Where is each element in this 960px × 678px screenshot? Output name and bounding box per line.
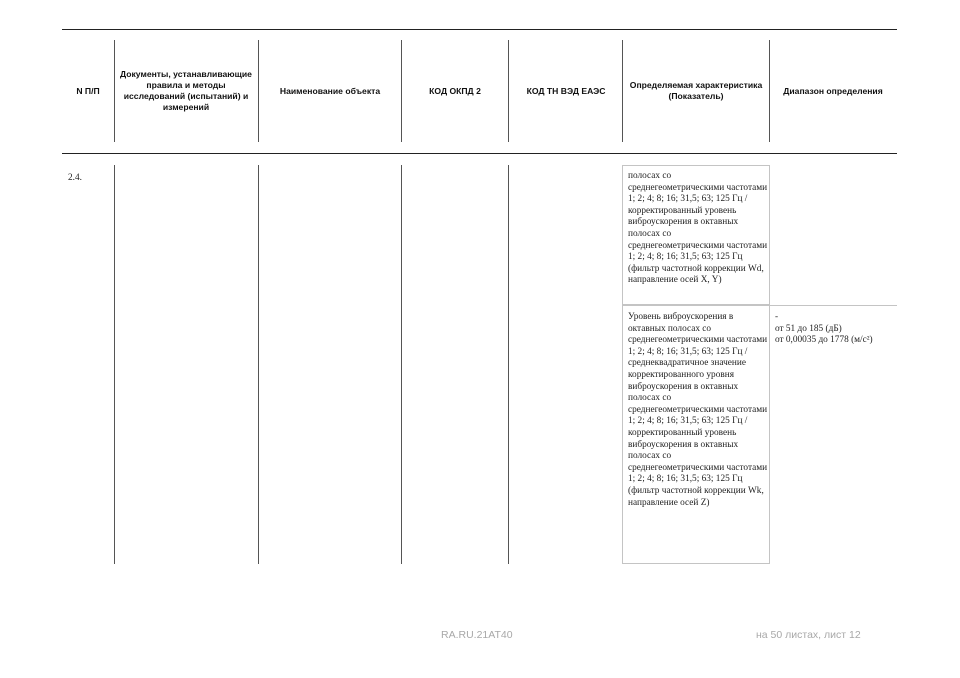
header-divider (401, 40, 402, 142)
header-divider (508, 40, 509, 142)
characteristic-text-1: полосах со среднегеометрическими частотами 1; 2; 4; 8; 16; 31,5; 63; 125 Гц / корректированный уровень виброускорения в октавных полосах со среднегеометрическими частотами 1; 2; 4; 8; 16; 31,5; 63; 125 Гц (фильтр частотной коррекции Wd, направление осей X, Y) (628, 171, 768, 286)
range-dash: - (775, 312, 779, 322)
header-okpd: КОД ОКПД 2 (429, 85, 481, 96)
body-divider (258, 165, 259, 564)
range-values (775, 312, 895, 347)
characteristic-text-2: Уровень виброускорения в октавных полосах со среднегеометрическими частотами 1; 2; 4; 8; 16; 31,5; 63; 125 Гц / среднеквадратичное значение корректированного уровня виброускорения в октавных полосах со среднегеометрическими частотами 1; 2; 4; 8; 16; 31,5; 63; 125 Гц / корректированный уровень виброускорения в октавных полосах со среднегеометрическими частотами 1; 2; 4; 8; 16; 31,5; 63; 125 Гц (фильтр частотной коррекции Wk, направление осей Z) (628, 312, 768, 508)
body-divider (114, 165, 115, 564)
row-number: 2.4. (68, 173, 82, 183)
range-cell-2 (769, 305, 897, 306)
header-divider (114, 40, 115, 142)
header-tnved: КОД ТН ВЭД ЕАЭС (526, 85, 606, 96)
header-divider (622, 40, 623, 142)
body-divider (401, 165, 402, 564)
range-db: от 51 до 185 (дБ) (775, 323, 842, 334)
header-documents: Документы, устанавливающие правила и методы исследований (испытаний) и измерений (120, 69, 252, 112)
body-divider (508, 165, 509, 564)
footer-page-info: на 50 листах, лист 12 (756, 629, 861, 641)
header-divider (258, 40, 259, 142)
header-num: N П/П (76, 85, 100, 96)
header-top-rule (62, 29, 897, 30)
header-divider (769, 40, 770, 142)
range-ms2: от 0,00035 до 1778 (м/с²) (775, 335, 873, 346)
header-characteristic: Определяемая характеристика (Показатель) (629, 80, 763, 101)
header-bottom-rule (62, 153, 897, 154)
footer-doc-id: RA.RU.21AT40 (441, 629, 513, 641)
header-range: Диапазон определения (783, 85, 883, 96)
header-object-name: Наименование объекта (279, 85, 381, 96)
